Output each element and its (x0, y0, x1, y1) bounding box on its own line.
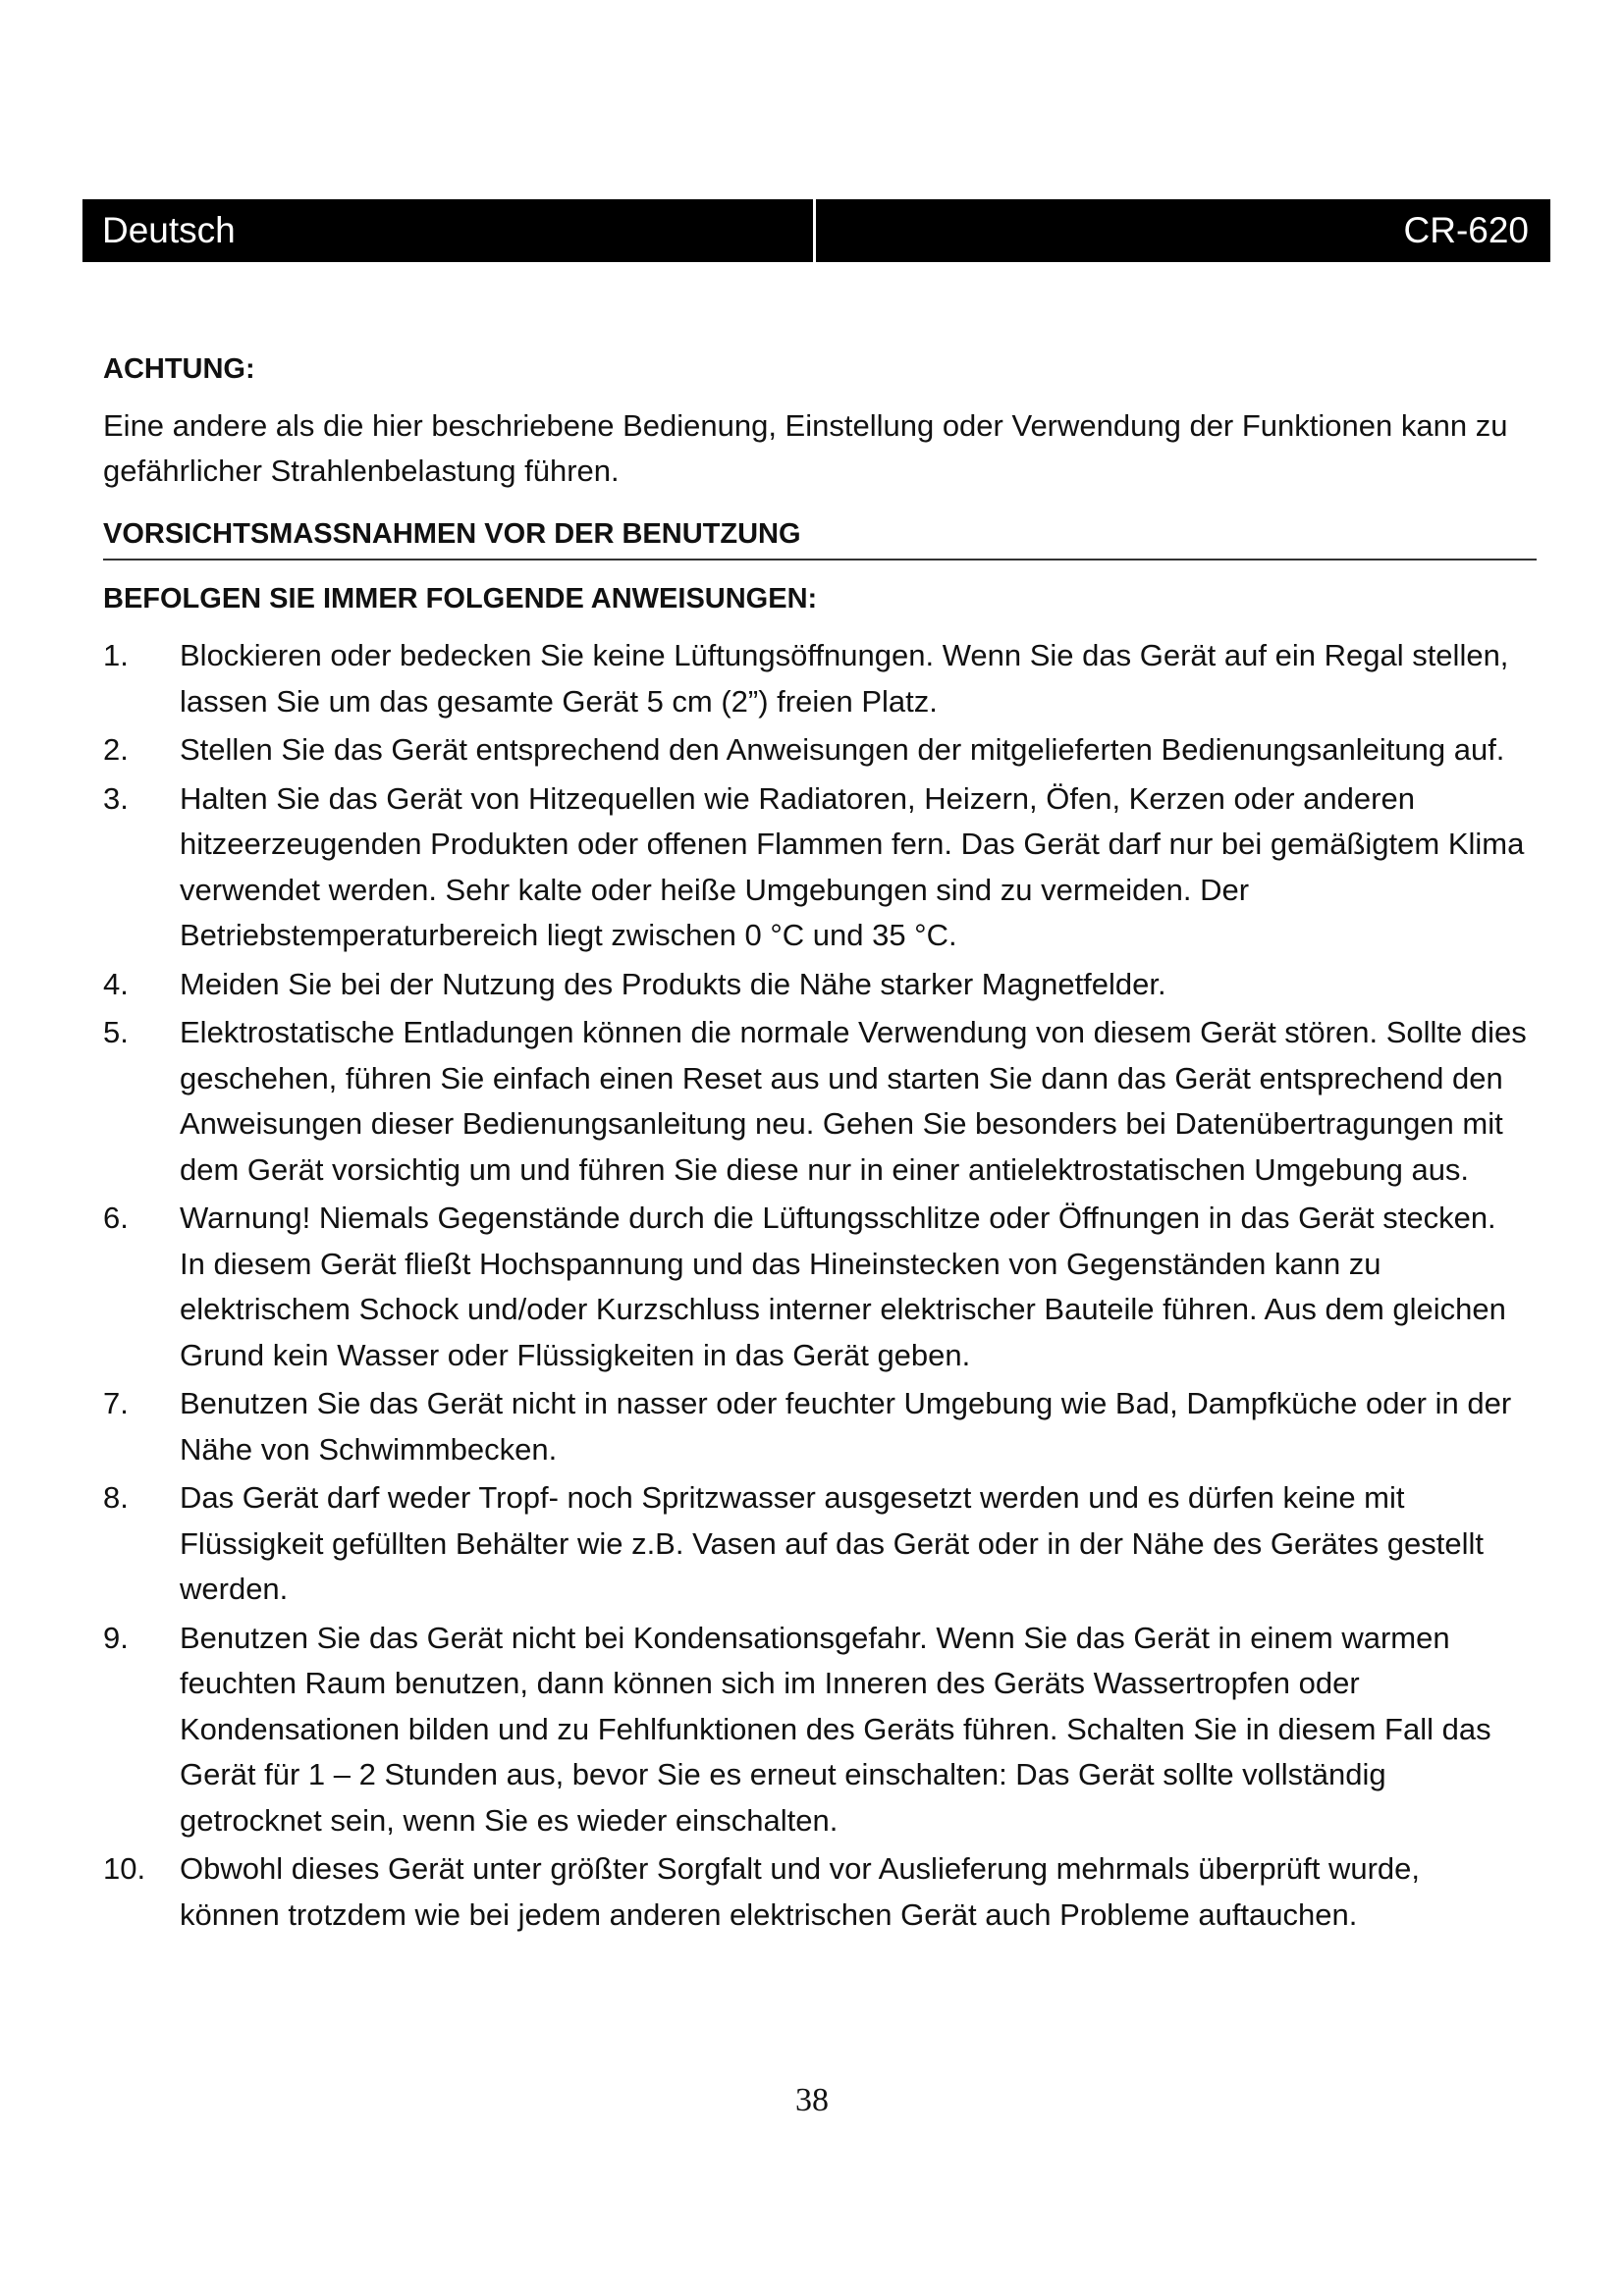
subsection-title: BEFOLGEN SIE IMMER FOLGENDE ANWEISUNGEN: (103, 583, 818, 614)
list-item-text: Warnung! Niemals Gegenstände durch die Lüftungsschlitze oder Öffnungen in das Gerät stecken. In diesem Gerät fließt Hochspannung und das Hineinstecken von Gegenständen kann zu elektrischem Schock und/oder Kurzschluss interner elektrischer Bauteile führen. Aus dem gleichen Grund kein Wasser oder Flüssigkeiten in das Gerät geben. (180, 1201, 1506, 1372)
list-item-text: Meiden Sie bei der Nutzung des Produkts die Nähe starker Magnetfelder. (180, 966, 1166, 1001)
list-item (103, 1846, 1537, 1938)
list-item-text: Stellen Sie das Gerät entsprechend den Anweisungen der mitgelieferten Bedienungsanleitung auf. (180, 732, 1505, 767)
list-item-number: 1. (103, 638, 129, 672)
list-item-number: 3. (103, 780, 129, 816)
list-item (103, 1475, 1537, 1613)
list-item (103, 1010, 1537, 1193)
list-item-number: 9. (103, 1620, 129, 1655)
header-language: Deutsch (82, 199, 816, 262)
list-item-text: Obwohl dieses Gerät unter größter Sorgfalt und vor Auslieferung mehrmals überprüft wurde, können trotzdem wie bei jedem anderen elektrischen Gerät auch Probleme auftauchen. (180, 1851, 1421, 1932)
list-item-number: 2. (103, 732, 129, 767)
list-item-number: 8. (103, 1480, 129, 1515)
warning-title: ACHTUNG: (103, 353, 255, 385)
warning-text: Eine andere als die hier beschriebene Bedienung, Einstellung oder Verwendung der Funktionen kann zu gefährlicher Strahlenbelastung führen. (103, 408, 1508, 488)
list-item-number: 7. (103, 1386, 129, 1420)
list-item-text: Elektrostatische Entladungen können die normale Verwendung von diesem Gerät stören. Sollte dies geschehen, führen Sie einfach einen Reset aus und starten Sie dann das Gerät entsprechend den Anweisungen dieser Bedienungsanleitung neu. Gehen Sie besonders bei Datenübertragungen mit dem Gerät vorsichtig um und führen Sie diese nur in einer antielektrostatischen Umgebung aus. (180, 1015, 1527, 1187)
list-item-text: Benutzen Sie das Gerät nicht bei Kondensationsgefahr. Wenn Sie das Gerät in einem warmen feuchten Raum benutzen, dann können sich im Inneren des Geräts Wassertropfen oder Kondensationen bilden und zu Fehlfunktionen des Geräts führen. Schalten Sie in diesem Fall das Gerät für 1 – 2 Stunden aus, bevor Sie es erneut einschalten: Das Gerät sollte vollständig getrocknet sein, wenn Sie es wieder einschalten. (180, 1620, 1491, 1838)
list-item-text: Blockieren oder bedecken Sie keine Lüftungsöffnungen. Wenn Sie das Gerät auf ein Regal stellen, lassen Sie um das gesamte Gerät 5 cm (2”) freien Platz. (180, 638, 1509, 719)
list-item-number: 6. (103, 1201, 129, 1235)
list-item-number: 5. (103, 1015, 129, 1049)
list-item (103, 1616, 1537, 1844)
list-item (103, 962, 1537, 1008)
list-item-number: 10. (103, 1851, 146, 1886)
list-item (103, 1381, 1537, 1472)
list-item (103, 1196, 1537, 1378)
list-item-number: 4. (103, 966, 129, 1001)
header-model: CR-620 (1403, 210, 1529, 250)
page-number: 38 (795, 2082, 829, 2118)
list-item-text: Halten Sie das Gerät von Hitzequellen wie Radiatoren, Heizern, Öfen, Kerzen oder anderen hitzeerzeugenden Produkten oder offenen Flammen fern. Das Gerät darf nur bei gemäßigtem Klima verwendet werden. Sehr kalte oder heiße Umgebungen sind zu vermeiden. Der Betriebstemperaturbereich liegt zwischen 0 °C und 35 °C. (180, 780, 1525, 952)
list-item-text: Benutzen Sie das Gerät nicht in nasser oder feuchter Umgebung wie Bad, Dampfküche oder in der Nähe von Schwimmbecken. (180, 1386, 1512, 1467)
list-item (103, 633, 1537, 724)
page-content (103, 348, 1537, 1941)
section-title: VORSICHTSMASSNAHMEN VOR DER BENUTZUNG (103, 513, 1537, 561)
list-item-text: Das Gerät darf weder Tropf- noch Spritzwasser ausgesetzt werden und es dürfen keine mit Flüssigkeit gefüllten Behälter wie z.B. Vasen auf das Gerät oder in der Nähe des Gerätes gestellt werden. (180, 1480, 1484, 1606)
list-item (103, 776, 1537, 959)
page-header (82, 199, 1550, 262)
list-item (103, 727, 1537, 774)
instruction-list (103, 633, 1537, 1938)
